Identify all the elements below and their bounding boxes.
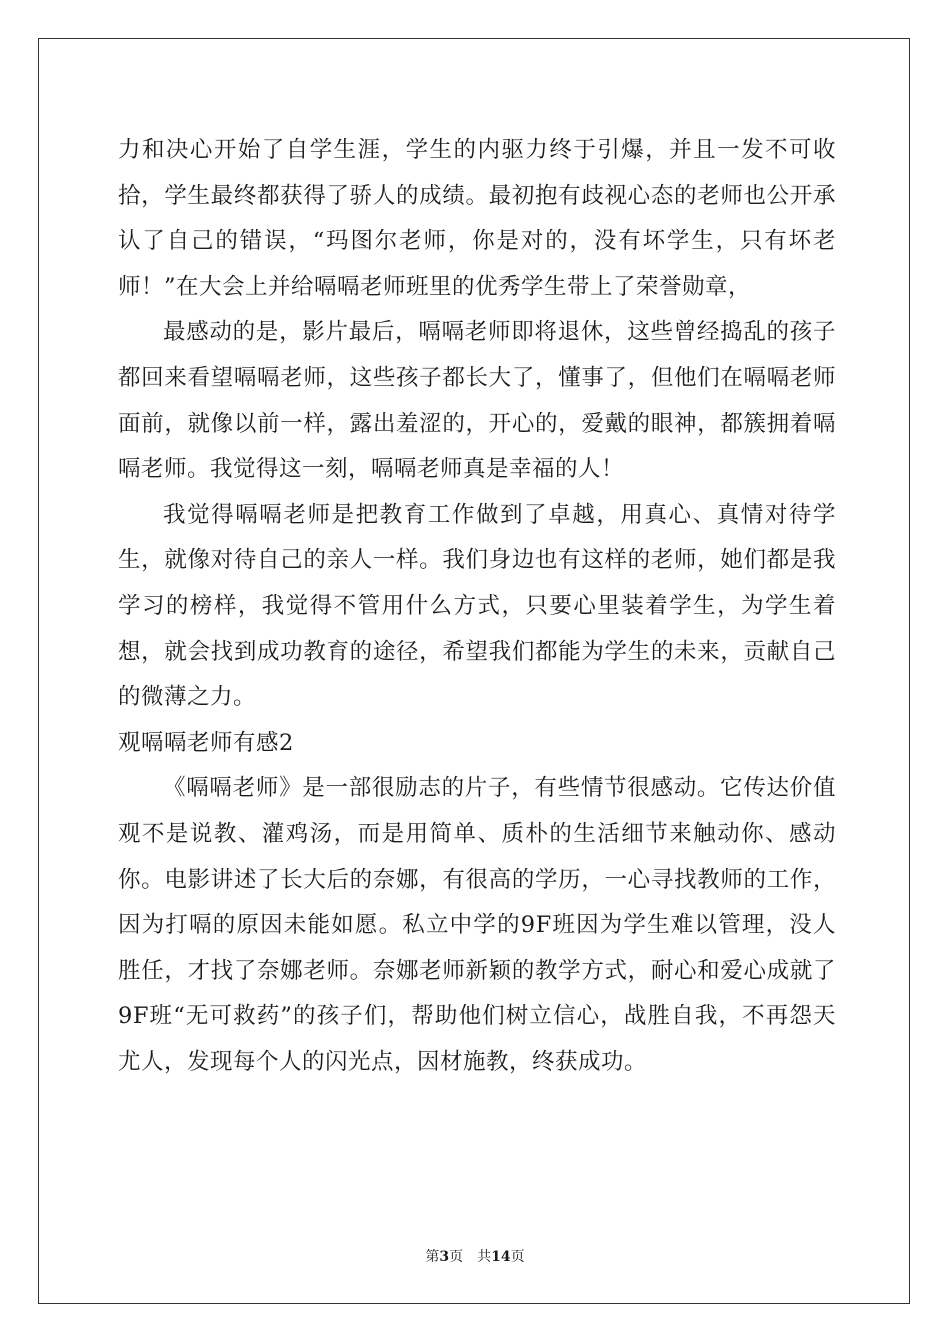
total-prefix: 共 xyxy=(477,1249,492,1265)
total-suffix: 页 xyxy=(510,1249,525,1265)
total-pages: 14 xyxy=(491,1249,511,1265)
section-title: 观嗝嗝老师有感2 xyxy=(118,729,294,756)
paragraph-3: 我觉得嗝嗝老师是把教育工作做到了卓越，用真心、真情对待学生，就像对待自己的亲人一样。我们身边也有这样的老师，她们都是我学习的榜样，我觉得不管用什么方式，只要心里装着学生，为学生着想，就会找到成功教育的途径，希望我们都能为学生的未来，贡献自己的微薄之力。 xyxy=(118,501,836,711)
section-paragraph-1: 《嗝嗝老师》是一部很励志的片子，有些情节很感动。它传达价值观不是说教、灌鸡汤，而是用简单、质朴的生活细节来触动你、感动你。电影讲述了长大后的奈娜，有很高的学历，一心寻找教师的工作，因为打嗝的原因未能如愿。私立中学的9F班因为学生难以管理，没人胜任，才找了奈娜老师。奈娜老师新颖的教学方式，耐心和爱心成就了9F班“无可救药”的孩子们，帮助他们树立信心，战胜自我，不再怨天尤人，发现每个人的闪光点，因材施教，终获成功。 xyxy=(118,775,836,1075)
paragraph-2: 最感动的是，影片最后，嗝嗝老师即将退休，这些曾经捣乱的孩子都回来看望嗝嗝老师，这些孩子都长大了，懂事了，但他们在嗝嗝老师面前，就像以前一样，露出羞涩的，开心的，爱戴的眼神，都簇拥着嗝嗝老师。我觉得这一刻，嗝嗝老师真是幸福的人！ xyxy=(118,319,836,483)
page-number: 3 xyxy=(439,1249,450,1265)
page-prefix: 第 xyxy=(425,1249,440,1265)
page-footer xyxy=(0,1246,950,1266)
document-body xyxy=(118,128,836,1085)
page-suffix: 页 xyxy=(449,1249,464,1265)
paragraph-1: 力和决心开始了自学生涯，学生的内驱力终于引爆，并且一发不可收拾，学生最终都获得了骄人的成绩。最初抱有歧视心态的老师也公开承认了自己的错误，“玛图尔老师，你是对的，没有坏学生，只有坏老师！”在大会上并给嗝嗝老师班里的优秀学生带上了荣誉勋章， xyxy=(118,137,836,300)
